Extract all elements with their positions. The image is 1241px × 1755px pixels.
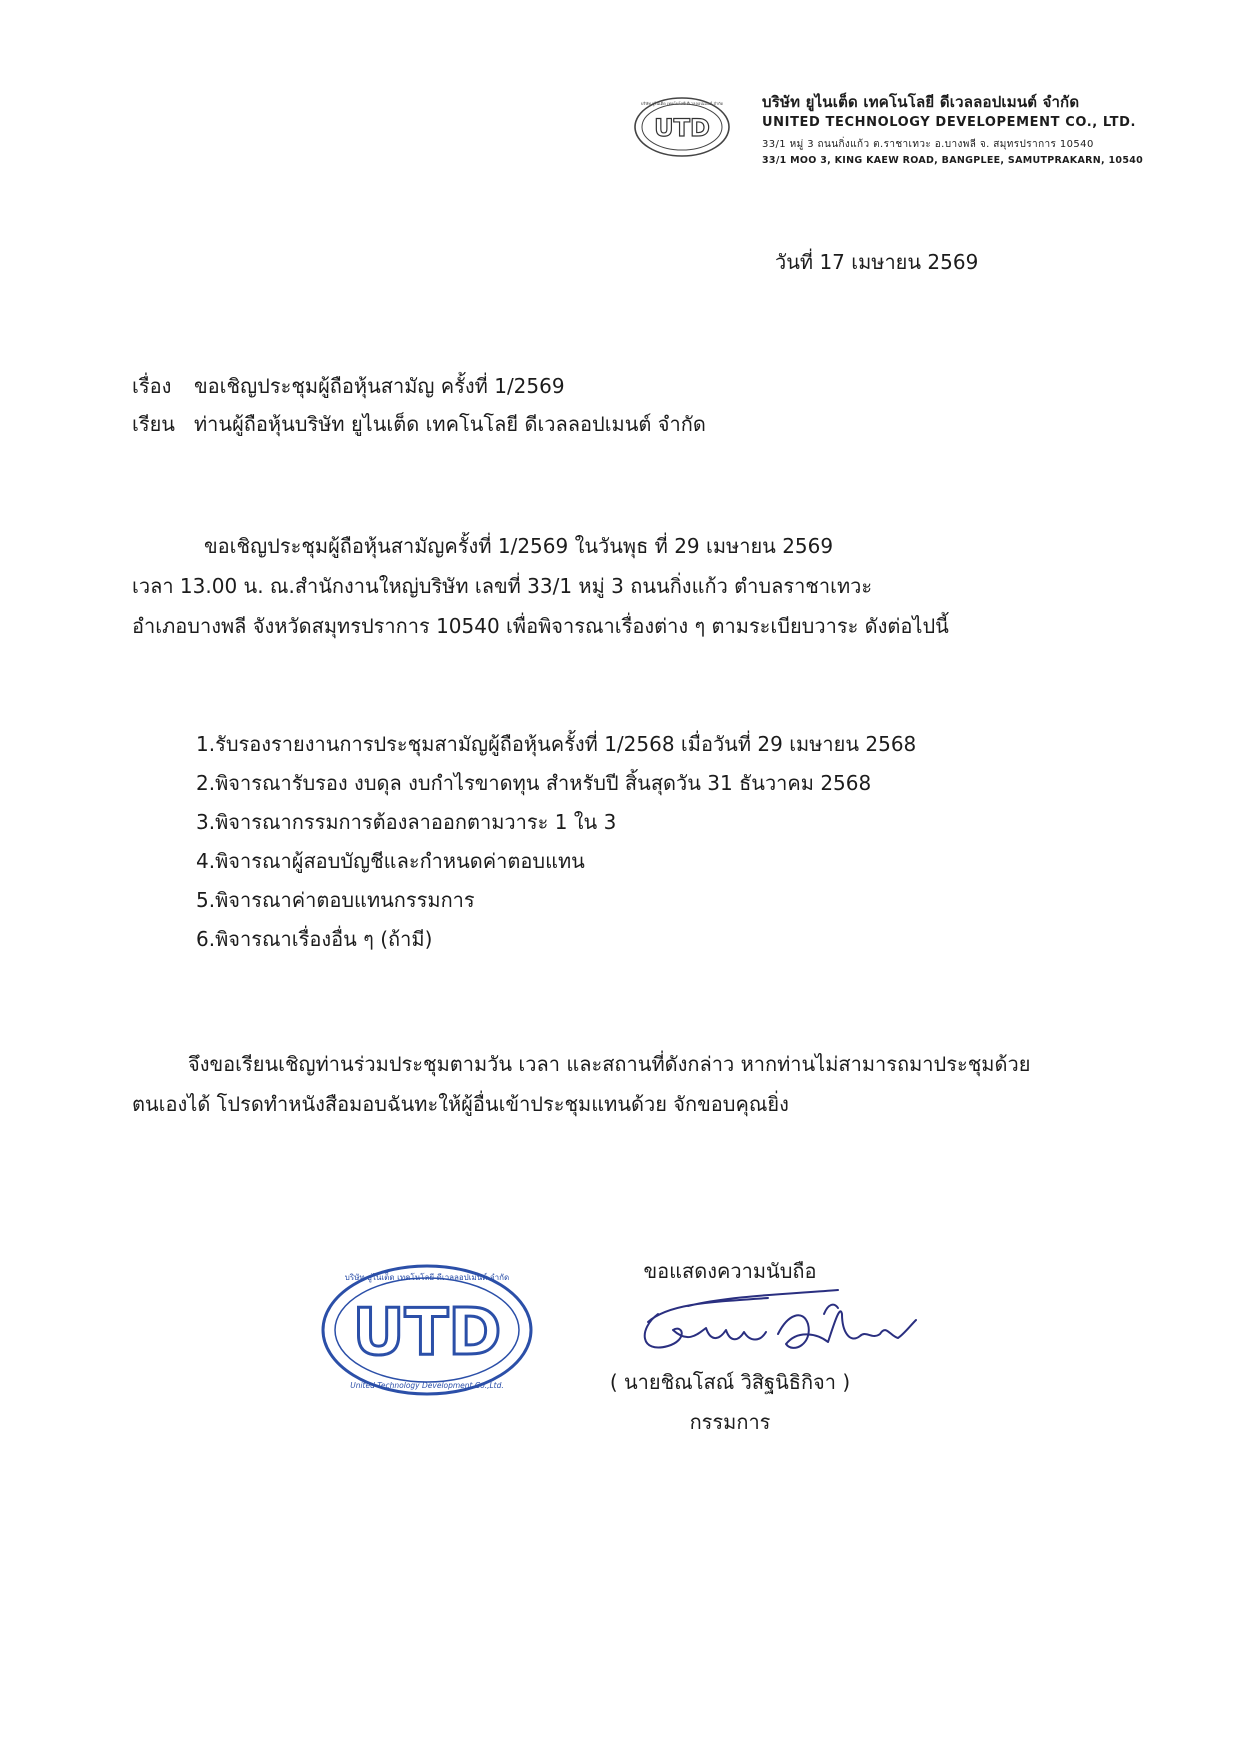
recipient-label: เรียน: [132, 412, 175, 436]
body-line-3: อำเภอบางพลี จังหวัดสมุทรปราการ 10540 เพื่อพิจารณาเรื่องต่าง ๆ ตามระเบียบวาระ ดังต่อไปนี้: [132, 614, 949, 638]
company-name-th: บริษัท ยูไนเต็ด เทคโนโลยี ดีเวลลอปเมนต์ จำกัด: [762, 93, 1080, 111]
body-line-1: ขอเชิญประชุมผู้ถือหุ้นสามัญครั้งที่ 1/2569 ในวันพุธ ที่ 29 เมษายน 2569: [204, 534, 834, 558]
stamp-logo-text: UTD: [352, 1296, 502, 1370]
agenda-item-4: 4.พิจารณาผู้สอบบัญชีและกำหนดค่าตอบแทน: [196, 849, 585, 873]
address-en: 33/1 MOO 3, KING KAEW ROAD, BANGPLEE, SAMUTPRAKARN, 10540: [762, 155, 1144, 166]
subject-line: [132, 370, 565, 402]
logo-ring-text: บริษัท ยูไนเต็ด เทคโนโลยี ดีเวลลอปเมนต์ จำกัด: [640, 101, 724, 106]
recipient-line: [132, 408, 706, 440]
body-line-2: เวลา 13.00 น. ณ.สำนักงานใหญ่บริษัท เลขที่ 33/1 หมู่ 3 ถนนกิ่งแก้ว ตำบลราชาเทวะ: [132, 574, 873, 598]
agenda-item-1: 1.รับรองรายงานการประชุมสามัญผู้ถือหุ้นครั้งที่ 1/2568 เมื่อวันที่ 29 เมษายน 2568: [196, 732, 917, 756]
regards: ขอแสดงความนับถือ: [643, 1259, 817, 1283]
signature: [628, 1284, 920, 1370]
signatory-name: ( นายชิณโสณ์ วิสิฐนิธิกิจา ): [609, 1370, 851, 1394]
subject-label: เรื่อง: [132, 374, 172, 398]
closing-line-1: จึงขอเรียนเชิญท่านร่วมประชุมตามวัน เวลา และสถานที่ดังกล่าว หากท่านไม่สามารถมาประชุมด้วย: [188, 1052, 1031, 1076]
subject-text: ขอเชิญประชุมผู้ถือหุ้นสามัญ ครั้งที่ 1/2569: [194, 374, 565, 398]
company-logo: [632, 95, 732, 159]
closing-line-2: ตนเองได้ โปรดทำหนังสือมอบฉันทะให้ผู้อื่นเข้าประชุมแทนด้วย จักขอบคุณยิ่ง: [132, 1092, 789, 1116]
recipient-text: ท่านผู้ถือหุ้นบริษัท ยูไนเต็ด เทคโนโลยี ดีเวลลอปเมนต์ จำกัด: [194, 412, 706, 436]
stamp-bottom-text: United Technology Development Co.,Ltd.: [350, 1381, 504, 1390]
company-stamp: [318, 1258, 536, 1403]
stamp-top-text: บริษัท ยูไนเต็ด เทคโนโลยี ดีเวลลอปเมนต์ จำกัด: [344, 1273, 510, 1282]
letter-date: วันที่ 17 เมษายน 2569: [775, 250, 979, 274]
agenda-item-5: 5.พิจารณาค่าตอบแทนกรรมการ: [196, 888, 475, 912]
agenda-item-2: 2.พิจารณารับรอง งบดุล งบกำไรขาดทุน สำหรับปี สิ้นสุดวัน 31 ธันวาคม 2568: [196, 771, 872, 795]
signatory-position: กรรมการ: [689, 1410, 771, 1434]
agenda-item-3: 3.พิจารณากรรมการต้องลาออกตามวาระ 1 ใน 3: [196, 810, 617, 834]
logo-text: UTD: [654, 114, 710, 142]
company-name-en: UNITED TECHNOLOGY DEVELOPEMENT CO., LTD.: [762, 115, 1137, 130]
address-th: 33/1 หมู่ 3 ถนนกิ่งแก้ว ต.ราชาเทวะ อ.บางพลี จ. สมุทรปราการ 10540: [762, 139, 1094, 150]
agenda-item-6: 6.พิจารณาเรื่องอื่น ๆ (ถ้ามี): [196, 927, 433, 951]
